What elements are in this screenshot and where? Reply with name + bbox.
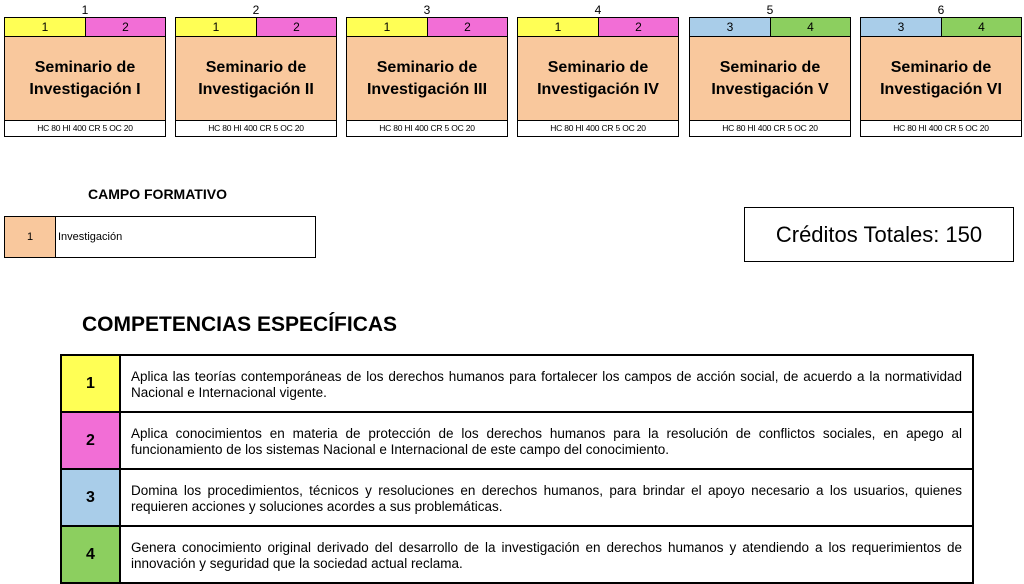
competency-number: 1 — [62, 356, 121, 411]
course-title: Seminario de Investigación V — [690, 37, 850, 121]
competency-cell-a: 1 — [176, 18, 256, 36]
competency-item — [62, 411, 972, 468]
semester-card-3 — [346, 3, 508, 137]
semester-box — [346, 17, 508, 137]
course-hours-info: HC 80 HI 400 CR 5 OC 20 — [208, 123, 304, 133]
semester-card-1 — [4, 3, 166, 137]
campo-formativo-legend — [4, 216, 316, 258]
competency-cell-a: 1 — [518, 18, 598, 36]
semester-card-5 — [689, 3, 851, 137]
competency-row — [176, 18, 336, 37]
course-title: Seminario de Investigación VI — [861, 37, 1021, 121]
competency-cell-b: 4 — [941, 18, 1021, 36]
course-hours-info: HC 80 HI 400 CR 5 OC 20 — [893, 123, 989, 133]
course-title: Seminario de Investigación IV — [518, 37, 678, 121]
competency-number: 3 — [62, 470, 121, 525]
course-hours-info: HC 80 HI 400 CR 5 OC 20 — [379, 123, 475, 133]
competency-row — [347, 18, 507, 37]
competency-number: 4 — [62, 527, 121, 582]
competencias-table — [60, 354, 974, 584]
competency-row — [518, 18, 678, 37]
semester-number: 2 — [252, 3, 260, 17]
competency-cell-b: 2 — [85, 18, 165, 36]
semester-number: 5 — [766, 3, 774, 17]
competency-text: Genera conocimiento original derivado del desarrollo de la investigación en derechos humanos y atendiendo a los requerimientos de innovación y seguridad que la sociedad actual reclama. — [131, 539, 962, 571]
semester-card-6 — [860, 3, 1022, 137]
competency-item — [62, 356, 972, 411]
competencias-heading: COMPETENCIAS ESPECÍFICAS — [82, 313, 398, 336]
course-hours-info: HC 80 HI 400 CR 5 OC 20 — [722, 123, 818, 133]
course-title: Seminario de Investigación I — [5, 37, 165, 121]
competency-text: Aplica conocimientos en materia de protección de los derechos humanos para la resolución de conflictos sociales, en apego al funcionamiento de los sistemas Nacional e Internacional de este campo del conocimiento. — [131, 425, 962, 457]
semester-box — [689, 17, 851, 137]
competency-cell-a: 3 — [690, 18, 770, 36]
course-hours-info: HC 80 HI 400 CR 5 OC 20 — [550, 123, 646, 133]
semester-box — [517, 17, 679, 137]
competency-cell-a: 1 — [347, 18, 427, 36]
competency-cell-b: 2 — [598, 18, 678, 36]
semester-number: 3 — [423, 3, 431, 17]
course-title: Seminario de Investigación III — [347, 37, 507, 121]
semester-box — [4, 17, 166, 137]
competency-number: 2 — [62, 413, 121, 468]
semester-box — [860, 17, 1022, 137]
competency-item — [62, 525, 972, 582]
competency-row — [5, 18, 165, 37]
semester-box — [175, 17, 337, 137]
competency-text: Aplica las teorías contemporáneas de los derechos humanos para fortalecer los campos de acción social, de acuerdo a la normatividad Nacional e Internacional vigente. — [131, 368, 962, 400]
semester-card-2 — [175, 3, 337, 137]
course-hours-info: HC 80 HI 400 CR 5 OC 20 — [37, 123, 133, 133]
competency-cell-b: 4 — [770, 18, 850, 36]
campo-label: Investigación — [58, 231, 123, 243]
semester-number: 6 — [937, 3, 945, 17]
competency-row — [861, 18, 1021, 37]
campo-number: 1 — [5, 217, 56, 257]
total-credits-box: Créditos Totales: 150 — [744, 207, 1014, 262]
competency-cell-b: 2 — [427, 18, 507, 36]
competency-cell-b: 2 — [256, 18, 336, 36]
competency-cell-a: 1 — [5, 18, 85, 36]
semester-number: 4 — [594, 3, 602, 17]
competency-text: Domina los procedimientos, técnicos y resoluciones en derechos humanos, para brindar el apoyo necesario a los usuarios, quienes requieren acciones y soluciones acordes a sus problemáticas. — [131, 482, 962, 514]
semester-card-4 — [517, 3, 679, 137]
campo-formativo-heading: CAMPO FORMATIVO — [88, 186, 227, 202]
semester-number: 1 — [81, 3, 89, 17]
course-title: Seminario de Investigación II — [176, 37, 336, 121]
competency-cell-a: 3 — [861, 18, 941, 36]
competency-item — [62, 468, 972, 525]
competency-row — [690, 18, 850, 37]
